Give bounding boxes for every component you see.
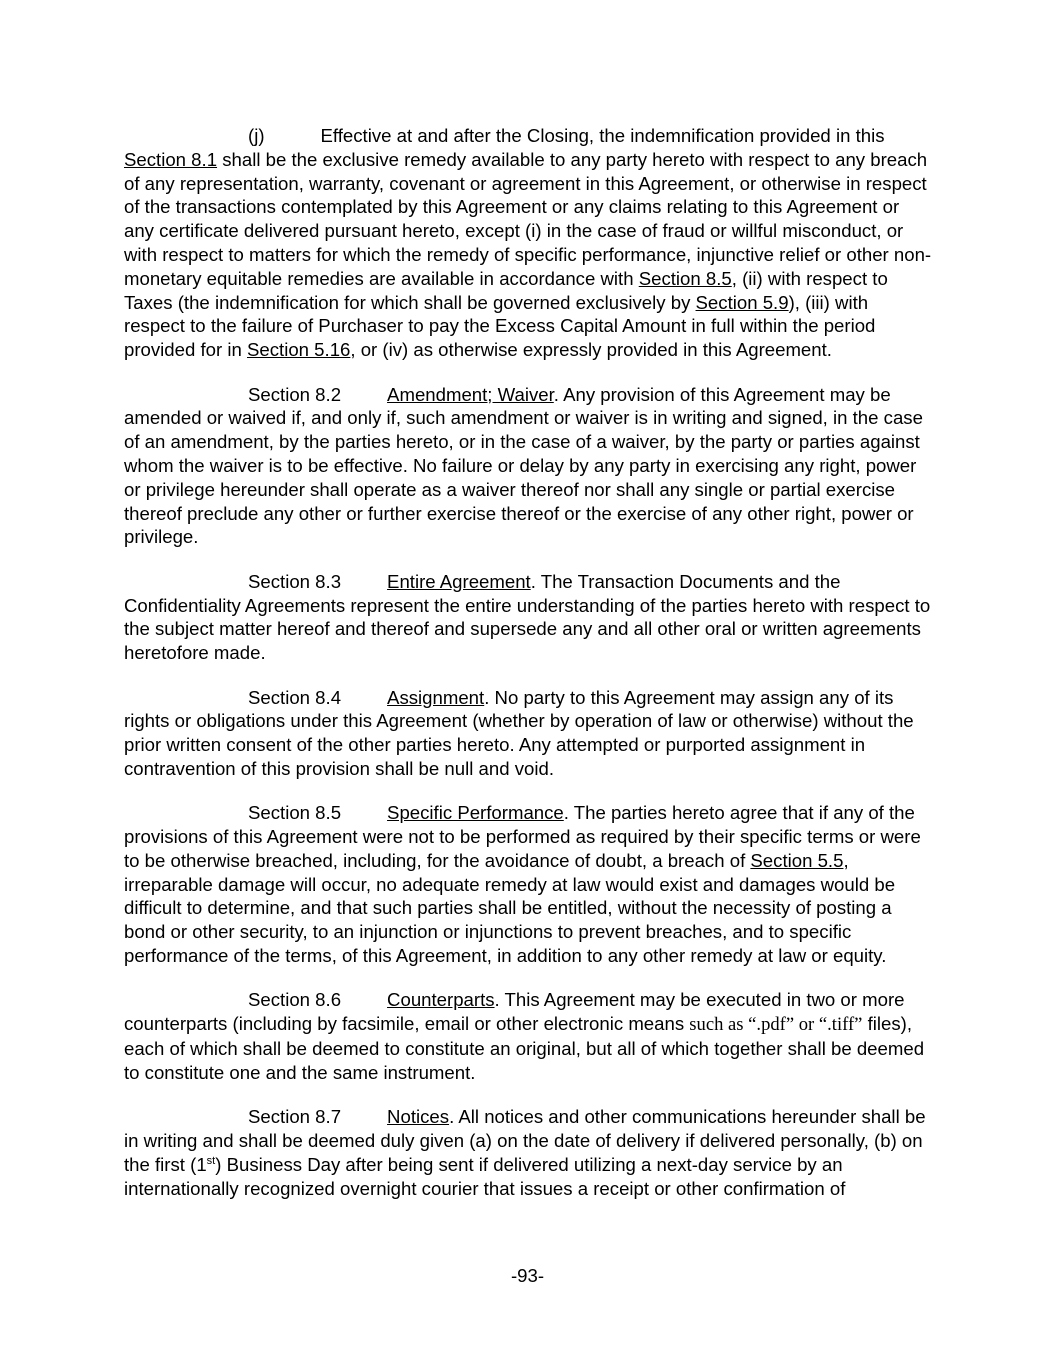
superscript-ordinal: st (206, 1154, 216, 1167)
section-reference: Section 5.5 (750, 849, 844, 871)
page-number: -93- (510, 1265, 545, 1286)
section-8-5: Section 8.5 Specific Performance. The parties hereto agree that if any of the provisions of this Agreement were not to be performed as required by their specific terms or were to be otherwise breached, including, for the avoidance of doubt, a breach of Section 5.5, irreparable damage will occur, no adequate remedy at law would exist and damages would be difficult to determine, and that such parties shall be entitled, without the necessity of posting a bond or other security, to an injunction or injunctions to prevent breaches, and to specific performance of the terms, of this Agreement, in addition to any other remedy at law or equity. (124, 802, 921, 967)
section-body: . No party to this Agreement may assign any of its rights or obligations under this Agreement (whether by operation of law or otherwise) without the prior written consent of the other parties hereto. Any attempted or purported assignment in contravention of this provision shall be null and void. (124, 686, 914, 779)
section-heading: Entire Agreement (387, 570, 531, 592)
section-number: Section 8.5 (248, 802, 342, 824)
section-heading: Notices (387, 1106, 450, 1128)
section-number: Section 8.2 (248, 383, 342, 405)
section-8-6: Section 8.6 Counterparts. This Agreement may be executed in two or more counterparts (including by facsimile, email or other electronic means such as “.pdf” or “.tiff” files), each of which shall be deemed to constitute an original, but all of which together shall be deemed to constitute one and the same instrument. (124, 989, 925, 1083)
section-number: Section 8.4 (248, 686, 342, 708)
section-number: Section 8.6 (248, 989, 342, 1011)
section-number: Section 8.3 (248, 570, 342, 592)
section-number: Section 8.7 (248, 1106, 342, 1128)
section-heading: Specific Performance (387, 802, 564, 824)
clause-label: (j) (248, 125, 265, 146)
section-reference: Section 5.9 (695, 291, 789, 313)
section-reference: Section 8.1 (124, 148, 218, 170)
section-reference: Section 5.16 (247, 339, 351, 361)
section-reference: Section 8.5 (638, 267, 732, 289)
document-page (124, 124, 934, 1221)
section-heading: Assignment (387, 686, 485, 708)
section-8-2 (124, 383, 934, 550)
section-heading: Counterparts (387, 989, 495, 1011)
section-8-7: Section 8.7 Notices. All notices and other communications hereunder shall be in writing and shall be deemed duly given (a) on the date of delivery if delivered personally, (b) on the first (1st) Business Day after being sent if delivered utilizing a next-day service by an internationally recognized overnight courier that issues a receipt or other confirmation of (124, 1106, 926, 1199)
section-body: . The Transaction Documents and the Confidentiality Agreements represent the entire understanding of the parties hereto with respect to the subject matter hereof and thereof and supersede any and all other oral or written agreements heretofore made. (124, 570, 931, 664)
section-8-3 (124, 570, 934, 665)
section-8-4 (124, 686, 934, 781)
section-body: . Any provision of this Agreement may be amended or waived if, and only if, such amendment or waiver is in writing and signed, in the case of an amendment, by the parties hereto, or in the case of a waiver, by the party or parties against whom the waiver is to be effective. No failure or delay by any party in exercising any right, power or privilege hereunder shall operate as a waiver thereof nor shall any single or partial exercise thereof preclude any other or further exercise thereof or the exercise of any other right, power or privilege. (124, 383, 923, 548)
file-format-text: such as “.pdf” or “.tiff” (689, 1014, 863, 1036)
paragraph-j: (j) Effective at and after the Closing, the indemnification provided in this Section 8.1 shall be the exclusive remedy available to any party hereto with respect to any breach of any representation, warranty, covenant or agreement in this Agreement, or otherwise in respect of the transactions contemplated by this Agreement or any claims relating to this Agreement or any certificate delivered pursuant hereto, except (i) in the case of fraud or willful misconduct, or with respect to matters for which the remedy of specific performance, injunctive relief or other non-monetary equitable remedies are available in accordance with Section 8.5, (ii) with respect to Taxes (the indemnification for which shall be governed exclusively by Section 5.9), (iii) with respect to the failure of Purchaser to pay the Excess Capital Amount in full within the period provided for in Section 5.16, or (iv) as otherwise expressly provided in this Agreement. (124, 125, 932, 361)
section-heading: Amendment; Waiver (387, 383, 554, 405)
